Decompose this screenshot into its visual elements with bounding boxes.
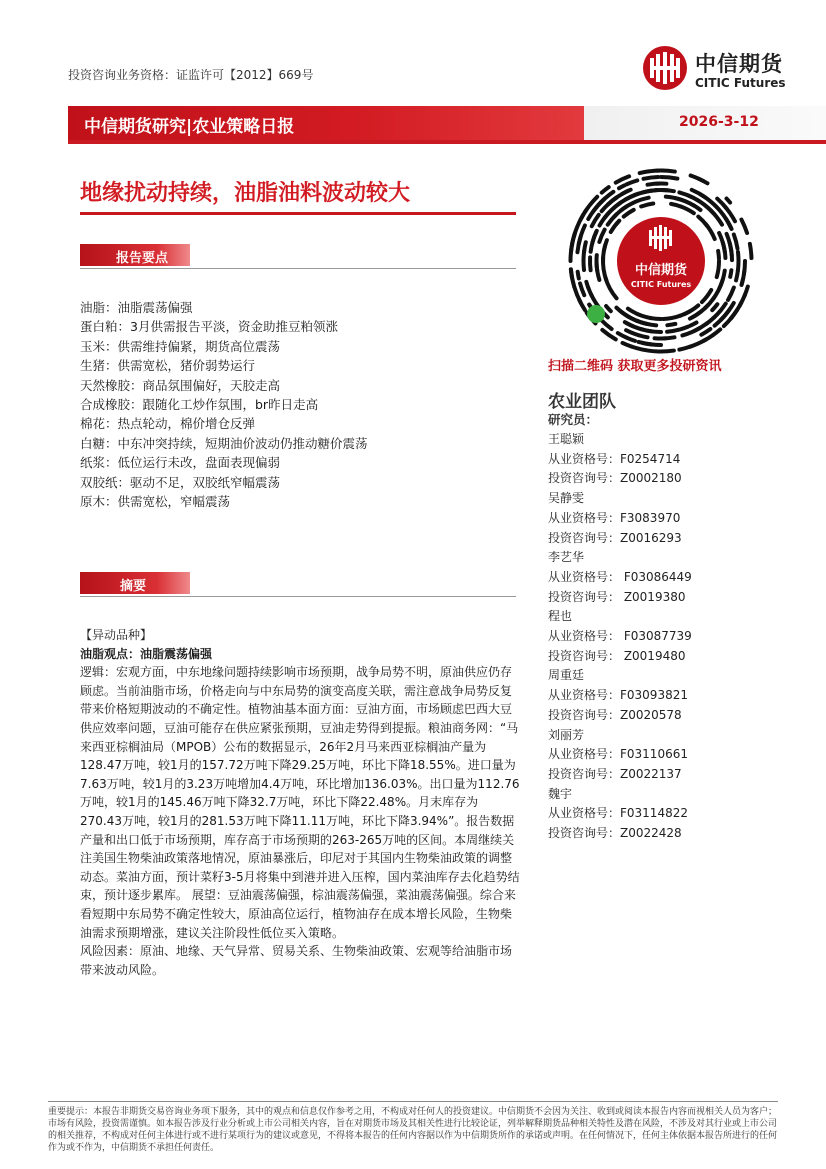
report-banner [68,106,826,146]
member-name: 程也 [548,609,573,624]
member-name: 李艺华 [548,550,585,565]
member-name: 吴静雯 [548,491,585,506]
qr-center-cn: 中信期货 [634,263,688,278]
summary-category: 【异动品种】 [80,628,153,642]
section-key-points [80,244,516,266]
title-divider [80,212,516,215]
key-point-item: 白糖：中东冲突持续，短期油价波动仍推动糖价震荡 [80,435,368,451]
key-point-item: 油脂：油脂震荡偏强 [80,300,193,315]
member-license: 从业资格号：F03093821 [548,688,688,703]
disclaimer: 重要提示：本报告非期货交易咨询业务项下服务，其中的观点和信息仅作参考之用，不构成对任何人的投资建议。中信期货不会因为关注、收到或阅读本报告内容而视相关人员为客户；市场有风险，投资需谨慎。如本报告涉及行业分析或上市公司相关内容，旨在对期货市场及其相关性进行比较论证，列举解释期货品种相关特性及潜在风险，不涉及对其行业或上市公司的相关推荐，不构成对任何主体进行或不进行某项行为的建议或意见，不得将本报告的任何内容据以作为中信期货所作的承诺或声明。在任何情况下，任何主体依据本报告所进行的任何作为或不作为，中信期货不承担任何责任。 [48,1107,778,1153]
member-consult: 投资咨询号：Z0020578 [548,707,682,722]
member-license: 从业资格号：F03114822 [548,806,688,821]
section-label: 摘要 [120,579,147,594]
key-point-item: 纸浆：低位运行未改，盘面表现偏弱 [80,455,281,471]
member-consult: 投资咨询号： Z0019380 [548,589,686,604]
section-tag [80,244,190,266]
section-divider [80,268,516,269]
member-license: 从业资格号： F03086449 [548,569,692,584]
qr-code[interactable] [566,166,756,356]
key-point-item: 玉米：供需维持偏紧，期货高位震荡 [80,338,281,354]
summary-view: 油脂观点：油脂震荡偏强 [80,646,213,661]
team-list [548,430,778,844]
key-point-item: 蛋白粕：3月供需报告平淡，资金助推豆粕领涨 [80,319,338,335]
mini-program-icon [587,305,605,323]
qr-center-en: CITIC Futures [630,280,692,289]
member-license: 从业资格号：F0254714 [548,451,681,466]
member-license: 从业资格号：F03110661 [548,747,688,762]
report-title: 地缘扰动持续，油脂油料波动较大 [80,181,411,206]
logo-name-cn: 中信期货 [695,52,783,76]
license-text: 投资咨询业务资格：证监许可【2012】669号 [68,68,314,82]
member-consult: 投资咨询号：Z0002180 [548,471,682,486]
team-title: 农业团队 [548,392,616,412]
key-point-item: 合成橡胶：跟随化工炒作氛围，br昨日走高 [80,397,319,413]
key-point-item: 原木：供需宽松，窄幅震荡 [80,494,231,510]
key-point-item: 天然橡胶：商品氛围偏好，天胶走高 [80,377,281,393]
summary-logic: 逻辑：宏观方面，中东地缘问题持续影响市场预期，战争局势不明，原油供应仍存顾虑。当前油脂市场，价格走向与中东局势的演变高度关联，需注意战争局势反复带来价格短期波动的不确定性。植物油基本面方面：豆油方面，市场顾虑巴西大豆供应效率问题，豆油可能存在供应紧张预期，豆油走势得到提振。粮油商务网：“马来西亚棕榈油局（MPOB）公布的数据显示，26年2月马来西亚棕榈油产量为128.47万吨，较1月的157.72万吨下降29.25万吨，环比下降18.55%。进口量为7.63万吨，较1月的3.23万吨增加4.4万吨，环比增加136.03%。出口量为112.76万吨，较1月的145.46万吨下降32.7万吨，环比下降22.48%。月末库存为270.43万吨，较1月的281.53万吨下降11.11万吨，环比下降3.94%”。报告数据产量和出口低于市场预期，库存高于市场预期的263-265万吨的区间。本周继续关注美国生物柴油政策落地情况，原油暴涨后，印尼对于其国内生物柴油政策的调整动态。菜油方面，预计菜籽3-5月将集中到港并进入压榨，国内菜油库存去化趋势结束，预计逐步累库。 展望：豆油震荡偏强，棕油震荡偏强，菜油震荡偏强。综合来看短期中东局势不确定性较大，原油高位运行，植物油存在成本增长风险，生物柴油需求预期增涨，建议关注阶段性低位买入策略。 [80,665,520,940]
member-consult: 投资咨询号： Z0019480 [548,648,686,663]
section-label: 报告要点 [116,251,169,266]
member-name: 周重廷 [548,668,585,683]
section-summary [80,572,516,594]
footer-divider [48,1101,778,1102]
citic-logo-icon [641,44,689,92]
member-name: 刘丽芳 [548,727,585,742]
banner-title: 中信期货研究|农业策略日报 [84,117,295,137]
member-license: 从业资格号：F3083970 [548,510,681,525]
member-consult: 投资咨询号：Z0022428 [548,826,682,841]
member-name: 魏宇 [548,786,573,801]
member-license: 从业资格号： F03087739 [548,629,692,644]
key-point-item: 双胶纸：驱动不足，双胶纸窄幅震荡 [80,474,281,490]
member-consult: 投资咨询号：Z0016293 [548,530,682,545]
banner-underline [68,140,826,144]
section-divider [80,596,516,597]
report-date: 2026-3-12 [679,114,759,130]
section-tag [80,572,190,594]
key-points-list [80,298,520,511]
company-logo [641,44,806,96]
key-point-item: 生猪：供需宽松，猪价弱势运行 [80,358,256,374]
member-name: 王聪颖 [548,432,585,446]
summary-risk: 风险因素：原油、地缘、天气异常、贸易关系、生物柴油政策、宏观等给油脂市场带来波动风险。 [80,944,513,977]
logo-name-en: CITIC Futures [695,76,786,90]
summary-body [80,626,520,979]
key-point-item: 棉花：热点轮动，棉价增仓反弹 [80,416,256,432]
member-consult: 投资咨询号：Z0022137 [548,766,682,781]
team-subtitle: 研究员： [548,412,599,427]
qr-caption: 扫描二维码 获取更多投研资讯 [548,359,722,374]
